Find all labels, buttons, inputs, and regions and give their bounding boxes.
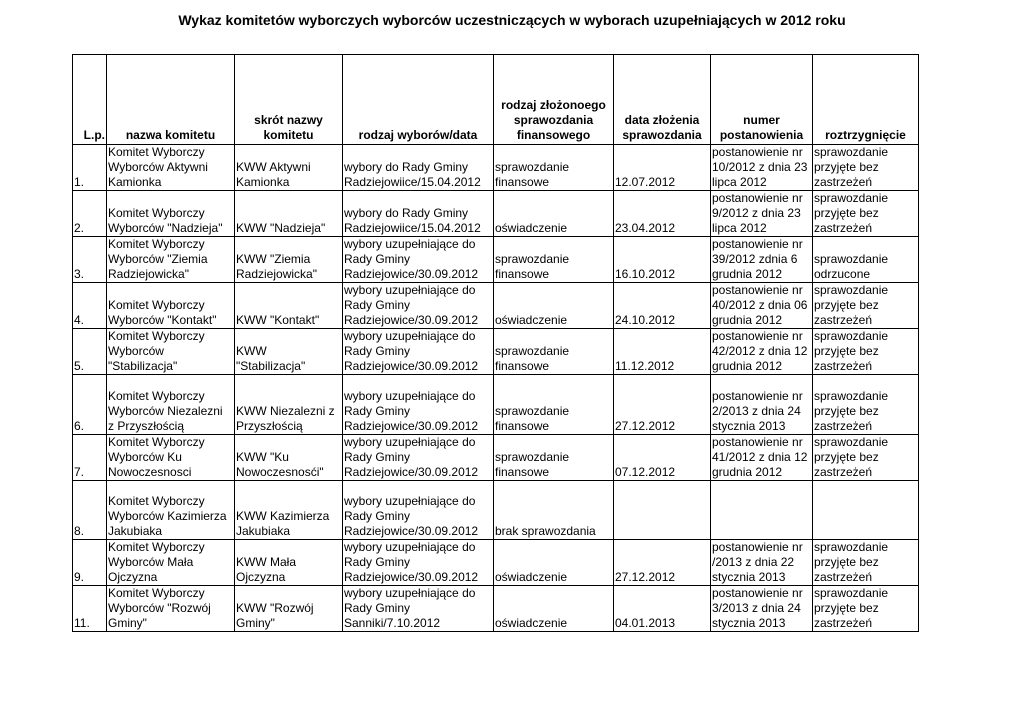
cell-submission-date: 07.12.2012 [614,435,711,481]
header-election-type: rodzaj wyborów/data [343,55,494,145]
cell-election-type: wybory uzupełniające do Rady Gminy Sanniki/7.10.2012 [343,586,494,632]
cell-report-type: oświadczenie [494,586,614,632]
cell-lp: 4. [73,283,107,329]
cell-resolution: sprawozdanie przyjęte bez zastrzeżeń [813,283,919,329]
cell-submission-date: 27.12.2012 [614,375,711,435]
cell-election-type: wybory uzupełniające do Rady Gminy Radziejowice/30.09.2012 [343,329,494,375]
header-decision-number: numer postanowienia [711,55,813,145]
cell-short-name: KWW Aktywni Kamionka [235,145,343,191]
table-row [73,435,919,481]
cell-submission-date: 12.07.2012 [614,145,711,191]
cell-submission-date: 27.12.2012 [614,540,711,586]
cell-decision-number [711,481,813,540]
cell-election-type: wybory uzupełniające do Rady Gminy Radziejowice/30.09.2012 [343,237,494,283]
cell-election-type: wybory do Rady Gminy Radziejowiice/15.04.2012 [343,145,494,191]
cell-resolution [813,481,919,540]
cell-lp: 2. [73,191,107,237]
table-row [73,540,919,586]
cell-resolution: sprawozdanie przyjęte bez zastrzeżeń [813,329,919,375]
cell-committee-name: Komitet Wyborczy Wyborców "Rozwój Gminy" [107,586,235,632]
cell-committee-name: Komitet Wyborczy Wyborców "Stabilizacja" [107,329,235,375]
cell-submission-date: 23.04.2012 [614,191,711,237]
cell-report-type: sprawozdanie finansowe [494,375,614,435]
cell-short-name: KWW "Stabilizacja" [235,329,343,375]
cell-committee-name: Komitet Wyborczy Wyborców "Ziemia Radziejowicka" [107,237,235,283]
table-row [73,145,919,191]
cell-short-name: KWW "Nadzieja" [235,191,343,237]
cell-decision-number: postanowienie nr 10/2012 z dnia 23 lipca 2012 [711,145,813,191]
cell-short-name: KWW "Rozwój Gminy" [235,586,343,632]
cell-lp: 5. [73,329,107,375]
cell-submission-date: 04.01.2013 [614,586,711,632]
cell-lp: 11. [73,586,107,632]
cell-decision-number: postanowienie nr /2013 z dnia 22 stycznia 2013 [711,540,813,586]
cell-committee-name: Komitet Wyborczy Wyborców Mała Ojczyzna [107,540,235,586]
cell-submission-date: 11.12.2012 [614,329,711,375]
cell-resolution: sprawozdanie przyjęte bez zastrzeżeń [813,540,919,586]
cell-committee-name: Komitet Wyborczy Wyborców Niezalezni z Przyszłością [107,375,235,435]
cell-committee-name: Komitet Wyborczy Wyborców Ku Nowoczesnosci [107,435,235,481]
header-submission-date: data złożenia sprawozdania [614,55,711,145]
cell-committee-name: Komitet Wyborczy Wyborców "Nadzieja" [107,191,235,237]
cell-decision-number: postanowienie nr 39/2012 zdnia 6 grudnia 2012 [711,237,813,283]
cell-short-name: KWW "Ku Nowoczesnosći" [235,435,343,481]
header-resolution: roztrzygnięcie [813,55,919,145]
cell-committee-name: Komitet Wyborczy Wyborców Kazimierza Jakubiaka [107,481,235,540]
cell-submission-date: 16.10.2012 [614,237,711,283]
cell-report-type: sprawozdanie finansowe [494,145,614,191]
page-title: Wykaz komitetów wyborczych wyborców uczestniczących w wyborach uzupełniających w 2012 roku [178,12,846,28]
header-row [73,55,919,145]
cell-report-type: sprawozdanie finansowe [494,329,614,375]
cell-resolution: sprawozdanie przyjęte bez zastrzeżeń [813,586,919,632]
table-row [73,481,919,540]
cell-submission-date [614,481,711,540]
committees-table [72,54,919,632]
cell-lp: 7. [73,435,107,481]
cell-short-name: KWW "Kontakt" [235,283,343,329]
cell-resolution: sprawozdanie przyjęte bez zastrzeżeń [813,191,919,237]
table-row [73,191,919,237]
cell-resolution: sprawozdanie przyjęte bez zastrzeżeń [813,435,919,481]
cell-lp: 1. [73,145,107,191]
cell-lp: 3. [73,237,107,283]
cell-lp: 6. [73,375,107,435]
cell-election-type: wybory uzupełniające do Rady Gminy Radziejowice/30.09.2012 [343,375,494,435]
cell-committee-name: Komitet Wyborczy Wyborców "Kontakt" [107,283,235,329]
cell-committee-name: Komitet Wyborczy Wyborców Aktywni Kamionka [107,145,235,191]
cell-election-type: wybory uzupełniające do Rady Gminy Radziejowice/30.09.2012 [343,283,494,329]
cell-short-name: KWW Niezalezni z Przyszłością [235,375,343,435]
cell-report-type: sprawozdanie finansowe [494,435,614,481]
cell-report-type: oświadczenie [494,283,614,329]
cell-report-type: brak sprawozdania [494,481,614,540]
cell-resolution: sprawozdanie odrzucone [813,237,919,283]
cell-decision-number: postanowienie nr 41/2012 z dnia 12 grudnia 2012 [711,435,813,481]
cell-decision-number: postanowienie nr 42/2012 z dnia 12 grudnia 2012 [711,329,813,375]
cell-resolution: sprawozdanie przyjęte bez zastrzeżeń [813,145,919,191]
cell-report-type: sprawozdanie finansowe [494,237,614,283]
cell-lp: 9. [73,540,107,586]
table-row [73,283,919,329]
cell-report-type: oświadczenie [494,191,614,237]
header-short-name: skrót nazwy komitetu [235,55,343,145]
cell-resolution: sprawozdanie przyjęte bez zastrzeżeń [813,375,919,435]
cell-election-type: wybory do Rady Gminy Radziejowiice/15.04.2012 [343,191,494,237]
cell-lp: 8. [73,481,107,540]
cell-decision-number: postanowienie nr 3/2013 z dnia 24 stycznia 2013 [711,586,813,632]
cell-decision-number: postanowienie nr 9/2012 z dnia 23 lipca 2012 [711,191,813,237]
table-row [73,586,919,632]
cell-short-name: KWW Mała Ojczyzna [235,540,343,586]
cell-election-type: wybory uzupełniające do Rady Gminy Radziejowice/30.09.2012 [343,540,494,586]
header-committee-name: nazwa komitetu [107,55,235,145]
table-row [73,375,919,435]
cell-submission-date: 24.10.2012 [614,283,711,329]
cell-decision-number: postanowienie nr 2/2013 z dnia 24 stycznia 2013 [711,375,813,435]
cell-election-type: wybory uzupełniające do Rady Gminy Radziejowice/30.09.2012 [343,435,494,481]
cell-short-name: KWW "Ziemia Radziejowicka" [235,237,343,283]
header-lp: L.p. [73,55,107,145]
cell-decision-number: postanowienie nr 40/2012 z dnia 06 grudnia 2012 [711,283,813,329]
table-row [73,237,919,283]
header-report-type: rodzaj złożonoego sprawozdania finansowego [494,55,614,145]
table-row [73,329,919,375]
cell-short-name: KWW Kazimierza Jakubiaka [235,481,343,540]
cell-election-type: wybory uzupełniające do Rady Gminy Radziejowice/30.09.2012 [343,481,494,540]
cell-report-type: oświadczenie [494,540,614,586]
